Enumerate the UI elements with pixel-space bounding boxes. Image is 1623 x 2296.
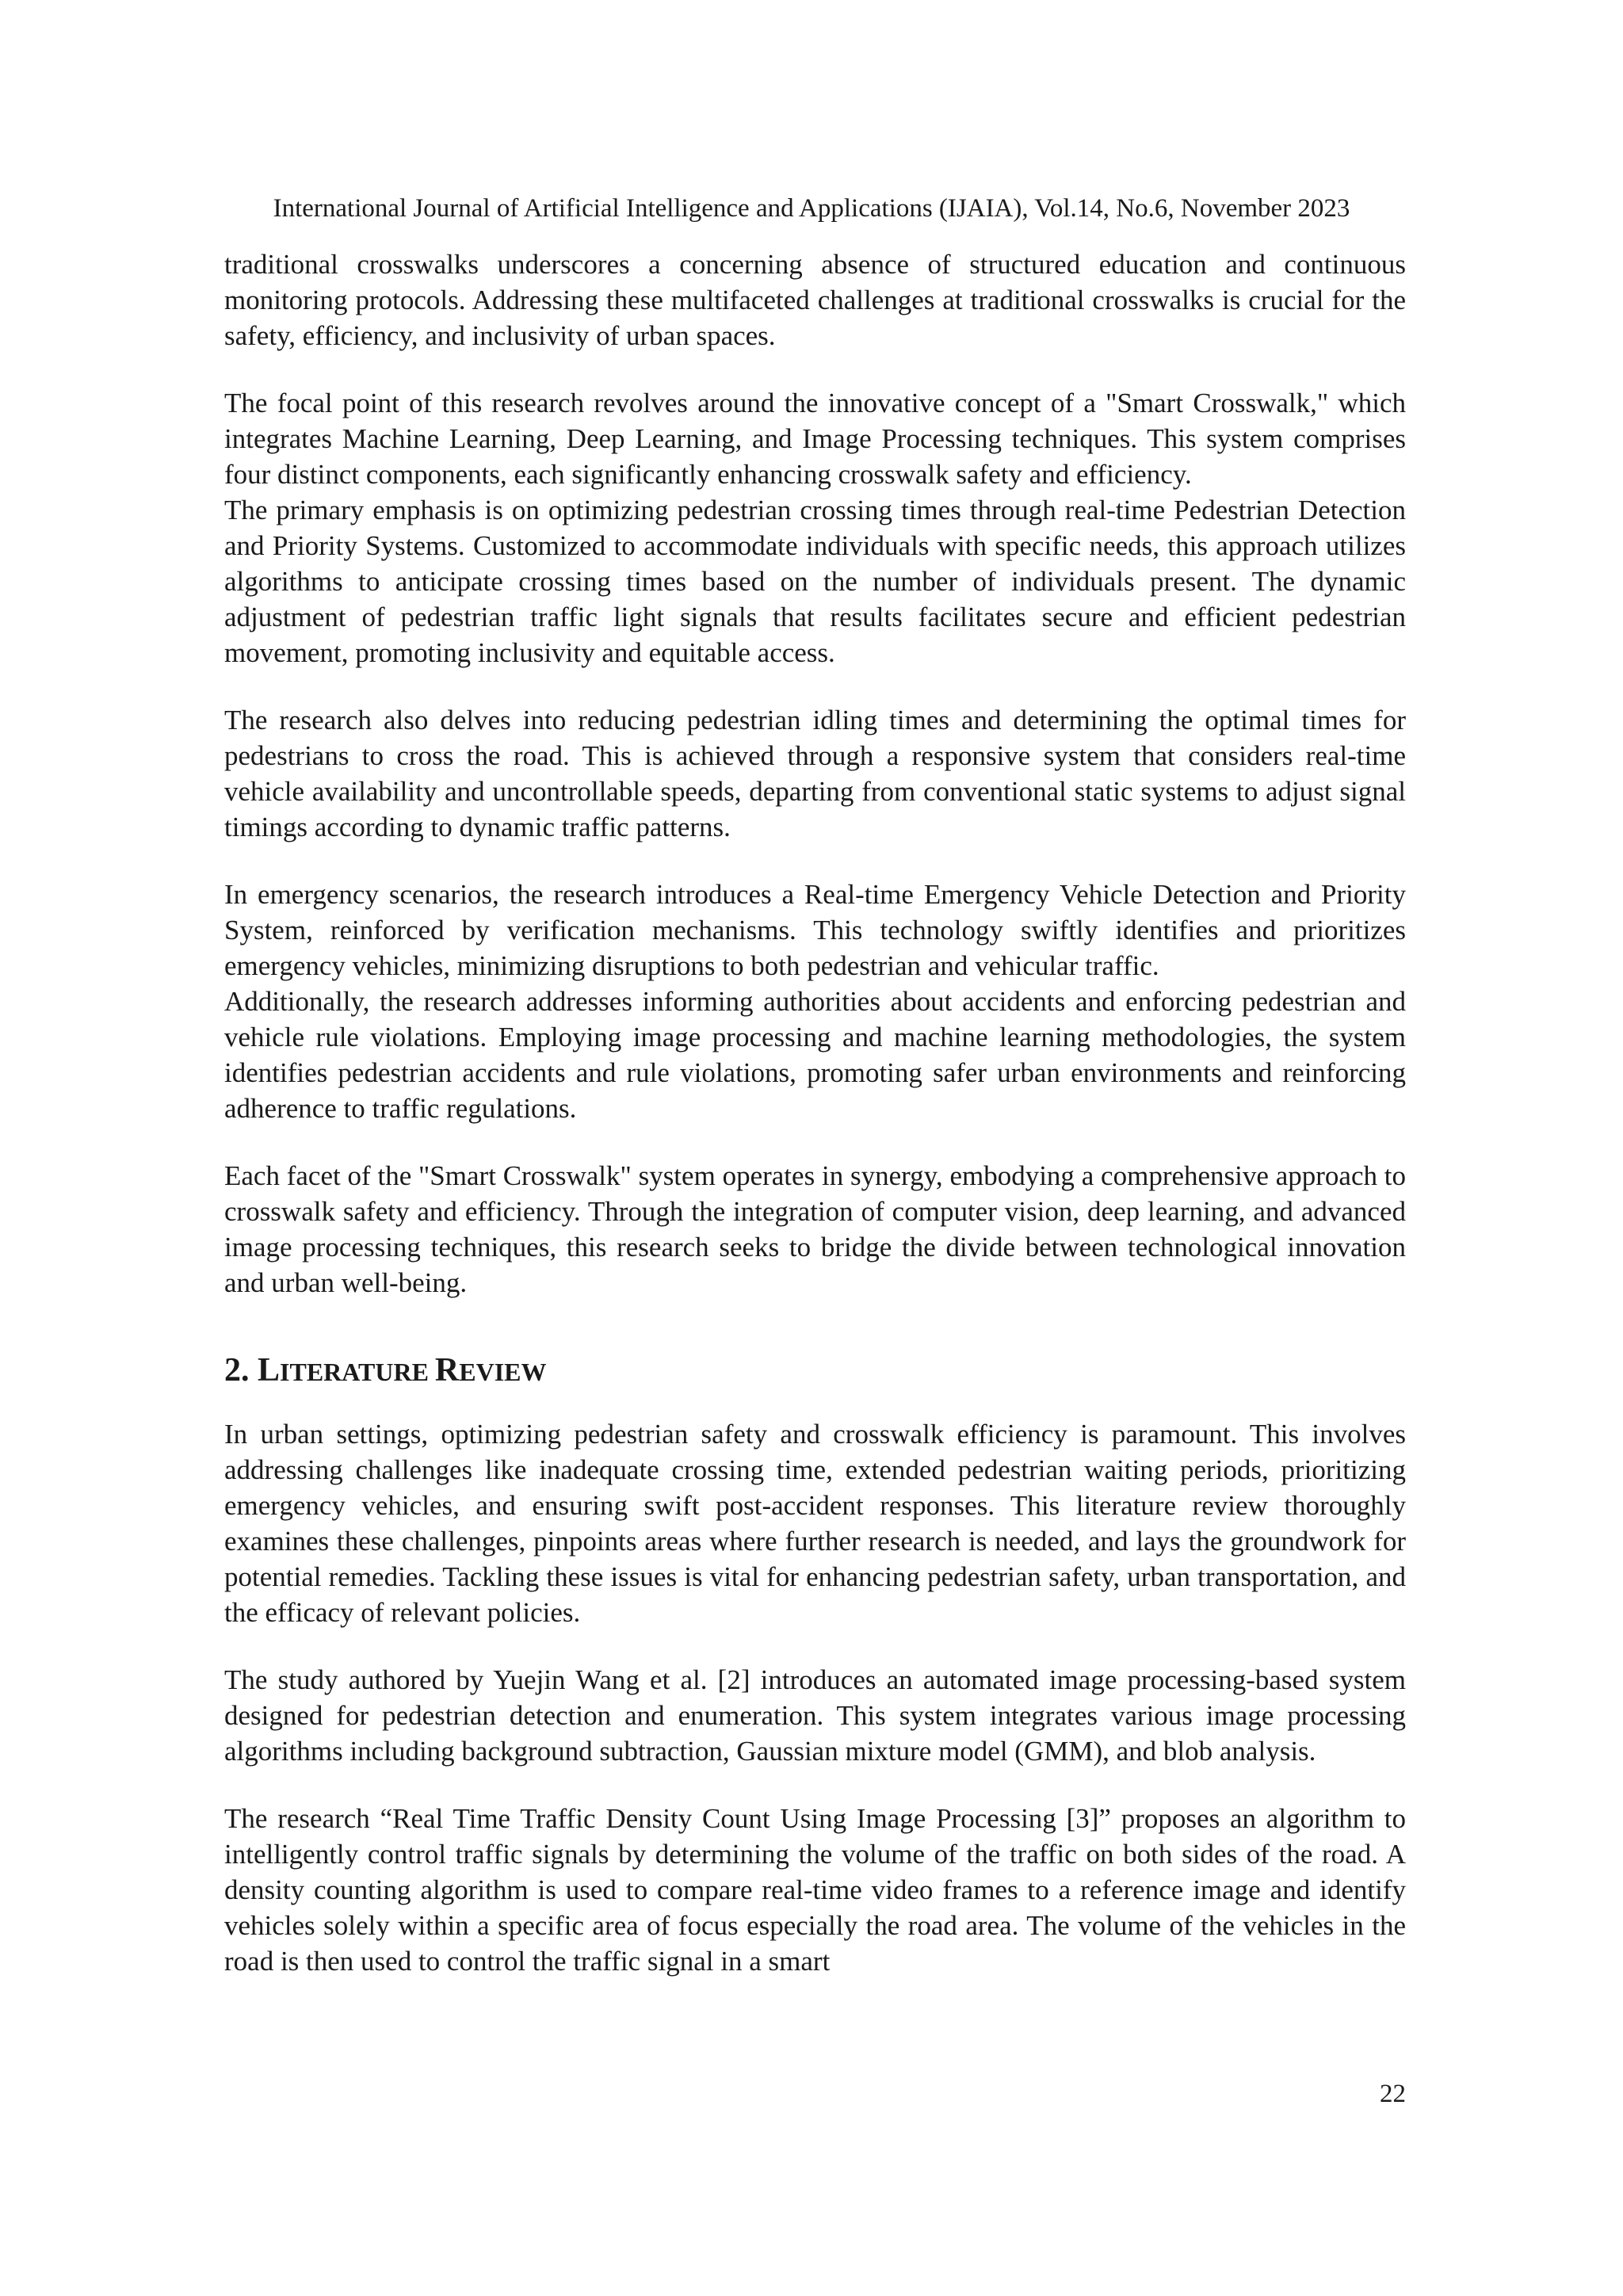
section-number: 2. <box>224 1352 258 1389</box>
paragraph-idling-times: The research also delves into reducing pedestrian idling times and determining the optimal times for pedestrians to cross the road. This is achieved through a responsive system that considers real-time vehicle availability and uncontrollable speeds, departing from conventional static systems to adjust signal timings according to dynamic traffic patterns. <box>224 705 1406 842</box>
paragraph-literature-overview: In urban settings, optimizing pedestrian safety and crosswalk efficiency is paramount. This involves addressing challenges like inadequate crossing time, extended pedestrian waiting periods, prioritizing emergency vehicles, and ensuring swift post-accident responses. This literature review thoroughly examines these challenges, pinpoints areas where further research is needed, and lays the groundwork for potential remedies. Tackling these issues is vital for enhancing pedestrian safety, urban transportation, and the efficacy of relevant policies. <box>224 1419 1406 1628</box>
paragraph-crossing-times: The primary emphasis is on optimizing pedestrian crossing times through real-time Pedestrian Detection and Priority Systems. Customized to accommodate individuals with specific needs, this approach utilizes algorithms to anticipate crossing times based on the number of individuals present. The dynamic adjustment of pedestrian traffic light signals that results facilitates secure and efficient pedestrian movement, promoting inclusivity and equitable access. <box>224 495 1406 668</box>
paragraph-smart-crosswalk-concept: The focal point of this research revolves around the innovative concept of a "Smart Crosswalk," which integrates Machine Learning, Deep Learning, and Image Processing techniques. This system comprises four distinct components, each significantly enhancing crosswalk safety and efficiency. <box>224 388 1406 490</box>
section-title-rest-1: ITERATURE <box>280 1358 435 1386</box>
section-title-initial-1: L <box>258 1352 281 1389</box>
section-title-rest-2: EVIEW <box>459 1358 547 1386</box>
paragraph-emergency-vehicles: In emergency scenarios, the research introduces a Real-time Emergency Vehicle Detection and Priority System, reinforced by verification mechanisms. This technology swiftly identifies and prioritizes emergency vehicles, minimizing disruptions to both pedestrian and vehicular traffic. <box>224 879 1406 981</box>
section-title-initial-2: R <box>434 1352 460 1389</box>
paragraph-accidents-violations: Additionally, the research addresses informing authorities about accidents and enforcing pedestrian and vehicle rule violations. Employing image processing and machine learning methodologies, the system identifies pedestrian accidents and rule violations, promoting safer urban environments and reinforcing adherence to traffic regulations. <box>224 986 1406 1124</box>
section-heading-literature-review <box>224 1350 1406 1392</box>
paragraph-wang-study: The study authored by Yuejin Wang et al. [2] introduces an automated image processing-based system designed for pedestrian detection and enumeration. This system integrates various image processing algorithms including background subtraction, Gaussian mixture model (GMM), and blob analysis. <box>224 1664 1406 1767</box>
paragraph-synergy: Each facet of the "Smart Crosswalk" system operates in synergy, embodying a comprehensive approach to crosswalk safety and efficiency. Through the integration of computer vision, deep learning, and advanced image processing techniques, this research seeks to bridge the divide between technological innovation and urban well-being. <box>224 1160 1406 1298</box>
page-body <box>224 246 1406 1979</box>
page-number: 22 <box>1380 2080 1406 2108</box>
running-header: International Journal of Artificial Intelligence and Applications (IJAIA), Vol.14, No.6, November 2023 <box>273 194 1350 223</box>
paragraph-intro-continuation: traditional crosswalks underscores a concerning absence of structured education and continuous monitoring protocols. Addressing these multifaceted challenges at traditional crosswalks is crucial for the safety, efficiency, and inclusivity of urban spaces. <box>224 249 1406 351</box>
paragraph-traffic-density: The research “Real Time Traffic Density Count Using Image Processing [3]” proposes an algorithm to intelligently control traffic signals by determining the volume of the traffic on both sides of the road. A density counting algorithm is used to compare real-time video frames to a reference image and identify vehicles solely within a specific area of focus especially the road area. The volume of the vehicles in the road is then used to control the traffic signal in a smart <box>224 1803 1406 1977</box>
